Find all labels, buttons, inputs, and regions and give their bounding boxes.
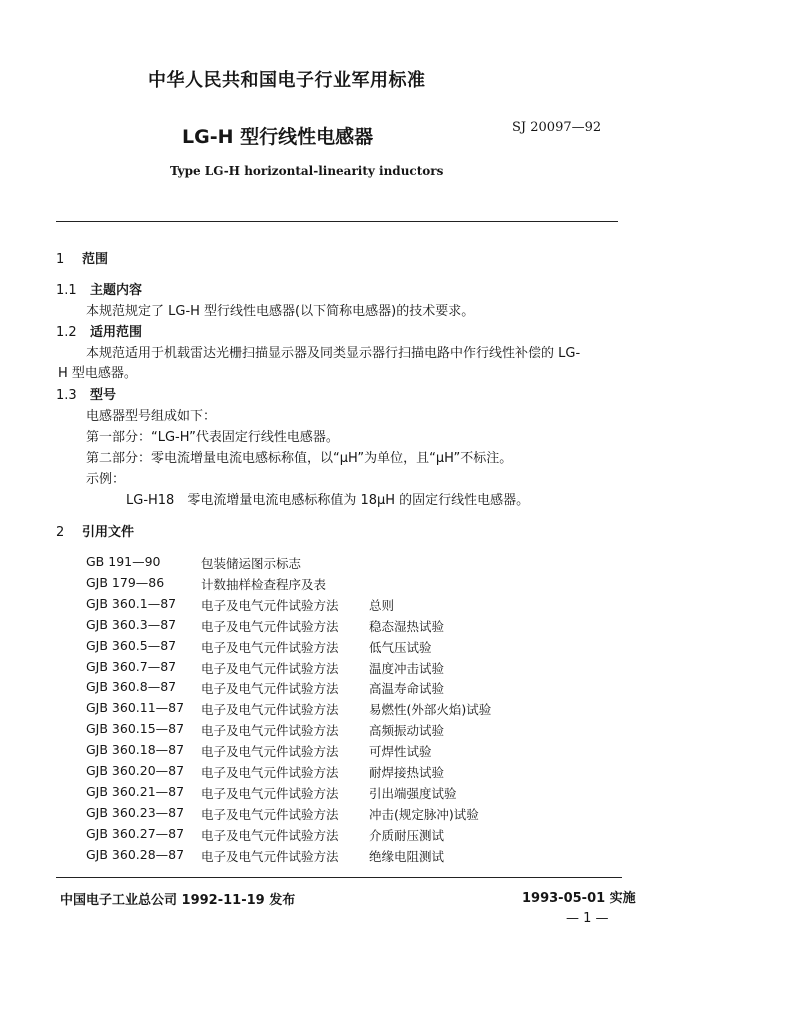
footer-divider: [56, 877, 622, 878]
reference-name: 电子及电气元件试验方法: [201, 619, 339, 634]
reference-name: 电子及电气元件试验方法: [201, 702, 339, 717]
page-number: — 1 —: [566, 911, 609, 926]
reference-code: GJB 179—86: [86, 575, 165, 590]
section-1-1-heading: [56, 279, 142, 298]
reference-name: 电子及电气元件试验方法: [201, 807, 339, 822]
reference-subtitle: 高频振动试验: [369, 723, 445, 738]
reference-subtitle: 可焊性试验: [369, 744, 432, 759]
document-title: LG-H 型行线性电感器: [182, 126, 374, 148]
reference-subtitle: 介质耐压测试: [369, 828, 445, 843]
reference-code: GJB 360.15—87: [86, 721, 185, 736]
document-code: SJ 20097—92: [512, 120, 602, 135]
reference-code: GJB 360.8—87: [86, 679, 177, 694]
section-number: 2: [56, 525, 65, 540]
section-title: 引用文件: [82, 525, 135, 540]
section-title: 范围: [82, 252, 109, 267]
reference-name: 包装储运图示标志: [201, 556, 302, 571]
reference-name: 计数抽样检查程序及表: [201, 577, 327, 592]
section-1-2-text-line2: H 型电感器。: [58, 366, 137, 381]
standard-category: 中华人民共和国电子行业军用标准: [148, 70, 426, 91]
section-1-3-heading: [56, 384, 116, 403]
reference-subtitle: 易燃性(外部火焰)试验: [369, 702, 492, 717]
section-number: 1.3: [56, 388, 77, 403]
reference-name: 电子及电气元件试验方法: [201, 681, 339, 696]
section-1-3-line2: 第一部分：“LG-H”代表固定行线性电感器。: [86, 430, 339, 445]
section-1-1-text: 本规范规定了 LG-H 型行线性电感器(以下简称电感器)的技术要求。: [86, 304, 475, 319]
reference-name: 电子及电气元件试验方法: [201, 849, 339, 864]
section-1-heading: [56, 248, 108, 267]
reference-subtitle: 耐焊接热试验: [369, 765, 445, 780]
reference-name: 电子及电气元件试验方法: [201, 598, 339, 613]
section-title: 型号: [90, 388, 117, 403]
reference-code: GJB 360.18—87: [86, 742, 185, 757]
reference-code: GJB 360.20—87: [86, 763, 185, 778]
reference-code: GJB 360.5—87: [86, 638, 177, 653]
reference-subtitle: 高温寿命试验: [369, 681, 445, 696]
section-1-3-line4: 示例：: [86, 472, 126, 487]
reference-name: 电子及电气元件试验方法: [201, 744, 339, 759]
reference-name: 电子及电气元件试验方法: [201, 661, 339, 676]
publish-info: 中国电子工业总公司 1992-11-19 发布: [60, 893, 296, 908]
reference-subtitle: 引出端强度试验: [369, 786, 457, 801]
section-2-heading: [56, 521, 134, 540]
section-1-2-text-line1: 本规范适用于机载雷达光栅扫描显示器及同类显示器行扫描电路中作行线性补偿的 LG-: [86, 346, 581, 361]
section-1-3-line3: 第二部分：零电流增量电流电感标称值，以“μH”为单位，且“μH”不标注。: [86, 451, 513, 466]
reference-name: 电子及电气元件试验方法: [201, 723, 339, 738]
reference-subtitle: 低气压试验: [369, 640, 432, 655]
reference-subtitle: 总则: [369, 598, 395, 613]
reference-code: GJB 360.28—87: [86, 847, 185, 862]
section-1-3-example: LG-H18 零电流增量电流电感标称值为 18μH 的固定行线性电感器。: [126, 493, 530, 508]
reference-name: 电子及电气元件试验方法: [201, 765, 339, 780]
reference-name: 电子及电气元件试验方法: [201, 828, 339, 843]
reference-name: 电子及电气元件试验方法: [201, 640, 339, 655]
reference-code: GJB 360.23—87: [86, 805, 185, 820]
section-title: 适用范围: [90, 325, 143, 340]
reference-subtitle: 稳态湿热试验: [369, 619, 445, 634]
reference-code: GJB 360.21—87: [86, 784, 185, 799]
document-subtitle-en: Type LG-H horizontal-linearity inductors: [170, 164, 444, 178]
reference-code: GJB 360.3—87: [86, 617, 177, 632]
reference-name: 电子及电气元件试验方法: [201, 786, 339, 801]
section-1-3-line1: 电感器型号组成如下：: [86, 409, 217, 424]
reference-code: GB 191—90: [86, 554, 161, 569]
reference-code: GJB 360.1—87: [86, 596, 177, 611]
section-number: 1: [56, 252, 65, 267]
reference-code: GJB 360.11—87: [86, 700, 185, 715]
effective-date: 1993-05-01 实施: [522, 891, 636, 906]
reference-subtitle: 温度冲击试验: [369, 661, 445, 676]
reference-subtitle: 冲击(规定脉冲)试验: [369, 807, 479, 822]
reference-subtitle: 绝缘电阻测试: [369, 849, 445, 864]
header-divider: [56, 221, 618, 222]
reference-code: GJB 360.27—87: [86, 826, 185, 841]
reference-code: GJB 360.7—87: [86, 659, 177, 674]
section-1-2-heading: [56, 321, 142, 340]
section-title: 主题内容: [90, 283, 143, 298]
section-number: 1.1: [56, 283, 77, 298]
section-number: 1.2: [56, 325, 77, 340]
